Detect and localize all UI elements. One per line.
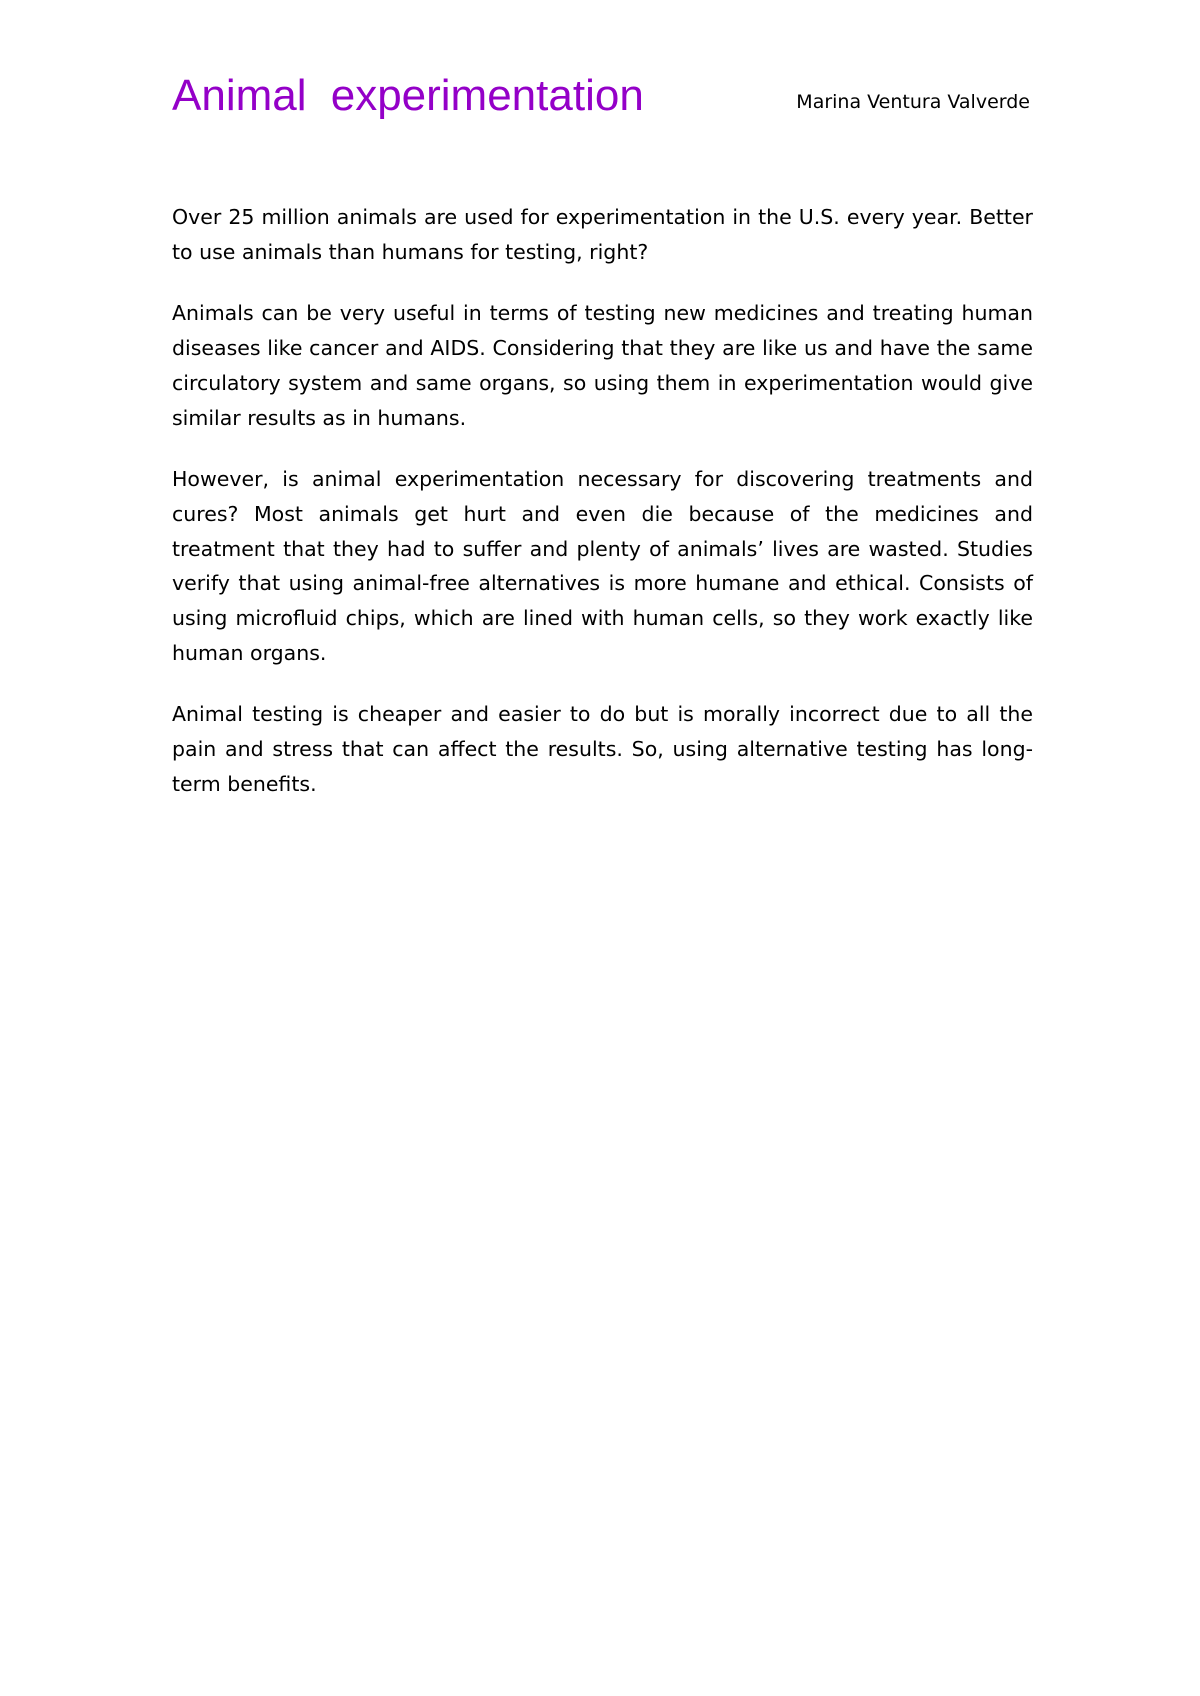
document-body bbox=[172, 200, 1033, 829]
document-title: Animal experimentation bbox=[172, 71, 644, 120]
paragraph-2: Animals can be very useful in terms of testing new medicines and treating human diseases like cancer and AIDS. Considering that they are like us and have the same circulatory system and same organs, so using them in experimentation would give similar results as in humans. bbox=[172, 301, 1033, 430]
paragraph-3: However, is animal experimentation necessary for discovering treatments and cures? Most animals get hurt and even die because of the medicines and treatment that they had to suffer and plenty of animals’ lives are wasted. Studies verify that using animal-free alternatives is more humane and ethical. Consists of using microfluid chips, which are lined with human cells, so they work exactly like human organs. bbox=[172, 467, 1033, 665]
author-name: Marina Ventura Valverde bbox=[796, 91, 1030, 113]
paragraph-1: Over 25 million animals are used for experimentation in the U.S. every year. Better to use animals than humans for testing, right? bbox=[172, 205, 1033, 264]
document-header bbox=[172, 66, 1032, 126]
paragraph-4: Animal testing is cheaper and easier to do but is morally incorrect due to all the pain and stress that can affect the results. So, using alternative testing has long-term benefits. bbox=[172, 702, 1033, 796]
